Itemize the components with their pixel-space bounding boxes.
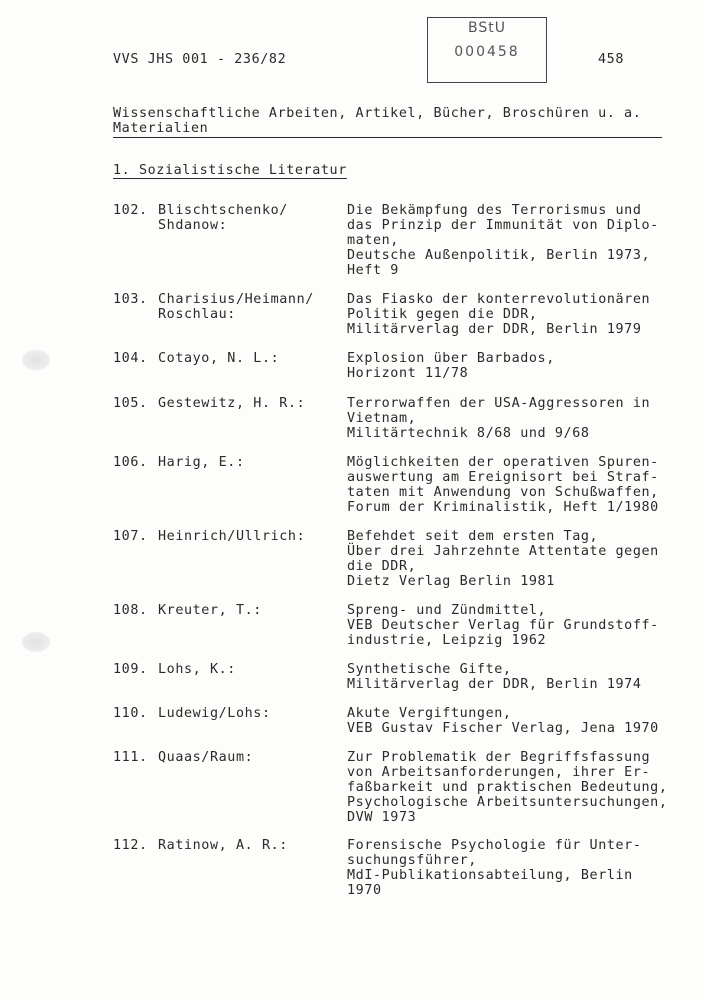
entry-author — [158, 838, 288, 853]
description-line: Terrorwaffen der USA-Aggressoren in — [347, 396, 651, 411]
author-line: Ludewig/Lohs: — [158, 706, 271, 721]
entry-description — [347, 455, 659, 515]
description-line: Dietz Verlag Berlin 1981 — [347, 574, 555, 589]
author-line: Harig, E.: — [158, 455, 245, 470]
description-line: Möglichkeiten der operativen Spuren- — [347, 455, 659, 470]
author-line: Lohs, K.: — [158, 662, 236, 677]
description-line: Deutsche Außenpolitik, Berlin 1973, — [347, 248, 651, 263]
description-line: 1970 — [347, 883, 382, 898]
description-line: suchungsführer, — [347, 853, 477, 868]
description-line: Die Bekämpfung des Terrorismus und — [347, 203, 642, 218]
entry-number: 111. — [113, 750, 148, 765]
entry-number: 103. — [113, 292, 148, 307]
description-line: DVW 1973 — [347, 810, 417, 825]
description-line: Zur Problematik der Begriffsfassung — [347, 750, 651, 765]
description-line: die DDR, — [347, 559, 417, 574]
author-line: Kreuter, T.: — [158, 603, 262, 618]
author-line: Charisius/Heimann/ — [158, 292, 314, 307]
description-line: Militärverlag der DDR, Berlin 1979 — [347, 322, 642, 337]
entry-description — [347, 529, 659, 589]
author-line: Roschlau: — [158, 307, 236, 322]
entry-number: 106. — [113, 455, 148, 470]
description-line: Heft 9 — [347, 263, 399, 278]
bibliography-entry — [113, 396, 693, 441]
author-line: Heinrich/Ullrich: — [158, 529, 306, 544]
entry-author — [158, 351, 279, 366]
bibliography-entry — [113, 203, 693, 278]
bibliography-entry — [113, 662, 693, 692]
bibliography-entry — [113, 750, 693, 825]
bibliography-entry — [113, 351, 693, 381]
description-line: Forensische Psychologie für Unter- — [347, 838, 642, 853]
description-line: MdI-Publikationsabteilung, Berlin — [347, 868, 633, 883]
entry-number: 102. — [113, 203, 148, 218]
author-line: Blischtschenko/ — [158, 203, 288, 218]
description-line: Horizont 11/78 — [347, 366, 469, 381]
punch-hole-upper — [22, 350, 50, 370]
entry-description — [347, 838, 642, 898]
description-line: Psychologische Arbeitsuntersuchungen, — [347, 795, 668, 810]
description-line: Explosion über Barbados, — [347, 351, 555, 366]
entry-number: 104. — [113, 351, 148, 366]
heading-line: Materialien — [113, 121, 209, 136]
entry-number: 112. — [113, 838, 148, 853]
document-heading — [113, 106, 673, 136]
bibliography-entry — [113, 292, 693, 337]
description-line: Vietnam, — [347, 411, 417, 426]
description-line: Militärtechnik 8/68 und 9/68 — [347, 426, 590, 441]
description-line: Politik gegen die DDR, — [347, 307, 538, 322]
author-line: Gestewitz, H. R.: — [158, 396, 306, 411]
entry-author — [158, 292, 314, 322]
entry-description — [347, 706, 659, 736]
author-line: Cotayo, N. L.: — [158, 351, 280, 366]
description-line: das Prinzip der Immunität von Diplo- — [347, 218, 659, 233]
description-line: Befehdet seit dem ersten Tag, — [347, 529, 599, 544]
bibliography-entry — [113, 529, 693, 589]
description-line: taten mit Anwendung von Schußwaffen, — [347, 485, 659, 500]
entry-author — [158, 203, 288, 233]
entry-author — [158, 750, 253, 765]
entry-description — [347, 750, 668, 825]
author-line: Shdanow: — [158, 218, 228, 233]
description-line: auswertung am Ereignisort bei Straf- — [347, 470, 659, 485]
description-line: Akute Vergiftungen, — [347, 706, 512, 721]
section-title: 1. Sozialistische Literatur — [113, 163, 347, 178]
bibliography-entry — [113, 455, 693, 515]
description-line: Das Fiasko der konterrevolutionären — [347, 292, 651, 307]
description-line: maten, — [347, 233, 399, 248]
entry-number: 107. — [113, 529, 148, 544]
entry-description — [347, 603, 659, 648]
description-line: Forum der Kriminalistik, Heft 1/1980 — [347, 500, 659, 515]
description-line: Synthetische Gifte, — [347, 662, 512, 677]
stamp-number: 000458 — [454, 44, 520, 60]
description-line: VEB Gustav Fischer Verlag, Jena 1970 — [347, 721, 659, 736]
entry-author — [158, 396, 305, 411]
entry-description — [347, 662, 642, 692]
entry-author — [158, 706, 271, 721]
description-line: faßbarkeit und praktischen Bedeutung, — [347, 780, 668, 795]
description-line: VEB Deutscher Verlag für Grundstoff- — [347, 618, 659, 633]
description-line: Spreng- und Zündmittel, — [347, 603, 547, 618]
author-line: Ratinow, A. R.: — [158, 838, 288, 853]
entry-number: 110. — [113, 706, 148, 721]
archive-stamp — [427, 17, 547, 83]
document-reference: VVS JHS 001 - 236/82 — [113, 52, 287, 67]
entry-description — [347, 292, 650, 337]
heading-rule — [113, 137, 662, 138]
bibliography-entry — [113, 706, 693, 736]
punch-hole-lower — [22, 632, 50, 652]
entry-description — [347, 396, 650, 441]
description-line: industrie, Leipzig 1962 — [347, 633, 547, 648]
heading-line: Wissenschaftliche Arbeiten, Artikel, Bücher, Broschüren u. a. — [113, 106, 642, 121]
entry-author — [158, 662, 236, 677]
stamp-title: BStU — [468, 20, 506, 36]
page-number: 458 — [598, 52, 624, 67]
description-line: Über drei Jahrzehnte Attentate gegen — [347, 544, 659, 559]
entry-author — [158, 455, 245, 470]
entry-author — [158, 603, 262, 618]
entry-number: 109. — [113, 662, 148, 677]
bibliography-entry — [113, 838, 693, 898]
description-line: von Arbeitsanforderungen, ihrer Er- — [347, 765, 651, 780]
entry-number: 108. — [113, 603, 148, 618]
description-line: Militärverlag der DDR, Berlin 1974 — [347, 677, 642, 692]
bibliography-entry — [113, 603, 693, 648]
entry-description — [347, 203, 659, 278]
entry-number: 105. — [113, 396, 148, 411]
entry-author — [158, 529, 305, 544]
entry-description — [347, 351, 555, 381]
author-line: Quaas/Raum: — [158, 750, 254, 765]
